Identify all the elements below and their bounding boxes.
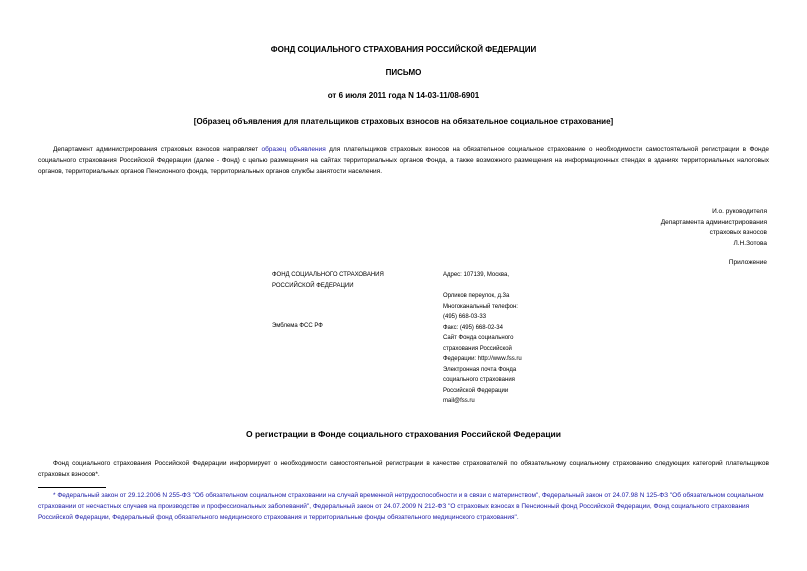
- contact-line: (495) 668-03-33: [443, 314, 487, 320]
- doc-subject: [Образец объявления для плательщиков страховых взносов на обязательное социальное страхование]: [193, 117, 614, 126]
- signer-name: Л.Н.Зотова: [733, 239, 767, 247]
- contact-line: Многоканальный телефон:: [443, 303, 518, 310]
- signer-department: Департамента администрирования: [660, 218, 767, 226]
- appendix-paragraph: Фонд социального страхования Российской Федерации информирует о необходимости самостоятельной регистрации в качестве страхователей по обязательному социальному страхованию следующих категорий плательщиков страховых взносов*.: [38, 460, 769, 478]
- signature-block: [567, 207, 767, 249]
- doc-type: ПИСЬМО: [385, 68, 422, 77]
- intro-text-end: для плательщиков страховых взносов на обязательное социальное страхование о необходимости самостоятельной регистрации в Фонде социального страхования Российской Федерации (далее - Фонд) с целью размещения на сайтах территориальных органов Фонда, а также возможного размещения на информационных стендах в зданиях территориальных налоговых органов, территориальных органов Пенсионного фонда, территориальных органов службы занятости населения.: [38, 146, 769, 175]
- sample-announcement-link[interactable]: образец объявления: [261, 146, 326, 153]
- footnote-divider: [38, 487, 106, 488]
- doc-date-number: от 6 июля 2011 года N 14-03-11/08-6901: [327, 91, 480, 100]
- contact-line: Факс: (495) 668-02-34: [443, 324, 503, 331]
- signer-position: И.о. руководителя: [712, 208, 767, 215]
- contact-line: Адрес: 107139, Москва,: [443, 272, 510, 278]
- contact-line: Сайт Фонда социального: [443, 335, 514, 341]
- contact-line: Орликов переулок, д.3а: [443, 293, 510, 299]
- intro-text-start: Департамент администрирования страховых взносов направляет: [53, 146, 262, 153]
- appendix-contacts: [443, 270, 583, 407]
- contact-line: Электронная почта Фонда: [443, 366, 517, 373]
- contact-website[interactable]: Федерации: http://www.fss.ru: [443, 356, 522, 362]
- contact-line: страхования Российской: [443, 345, 512, 352]
- appendix-org-name: ФОНД СОЦИАЛЬНОГО СТРАХОВАНИЯ РОССИЙСКОЙ ФЕДЕРАЦИИ: [272, 272, 384, 289]
- contact-line: Российской Федерации: [443, 387, 509, 394]
- fss-emblem: Эмблема ФСС РФ: [272, 323, 323, 329]
- intro-paragraph: [38, 144, 769, 177]
- contact-line: социального страхования: [443, 377, 515, 383]
- footnote[interactable]: * Федеральный закон от 29.12.2006 N 255-ФЗ "Об обязательном социальном страховании на случай временной нетрудоспособности и в связи с материнством", Федеральный закон от 24.07.98 N 125-ФЗ "Об обязательном социальном страховании от несчастных случаев на производстве и профессиональных заболеваний", Федеральный закон от 24.07.2009 N 212-ФЗ "О страховых взносах в Пенсионный фонд Российской Федерации, Фонд социального страхования Российской Федерации, Федеральный фонд обязательного медицинского страхования и территориальные фонды обязательного медицинского страхования".: [38, 492, 764, 521]
- appendix-title: О регистрации в Фонде социального страхования Российской Федерации: [245, 429, 562, 439]
- org-title: ФОНД СОЦИАЛЬНОГО СТРАХОВАНИЯ РОССИЙСКОЙ ФЕДЕРАЦИИ: [270, 45, 537, 54]
- contact-line: [443, 281, 583, 292]
- signer-department-cont: страховых взносов: [709, 229, 767, 236]
- contact-email[interactable]: mail@fss.ru: [443, 398, 475, 404]
- appendix-label: Приложение: [728, 259, 767, 266]
